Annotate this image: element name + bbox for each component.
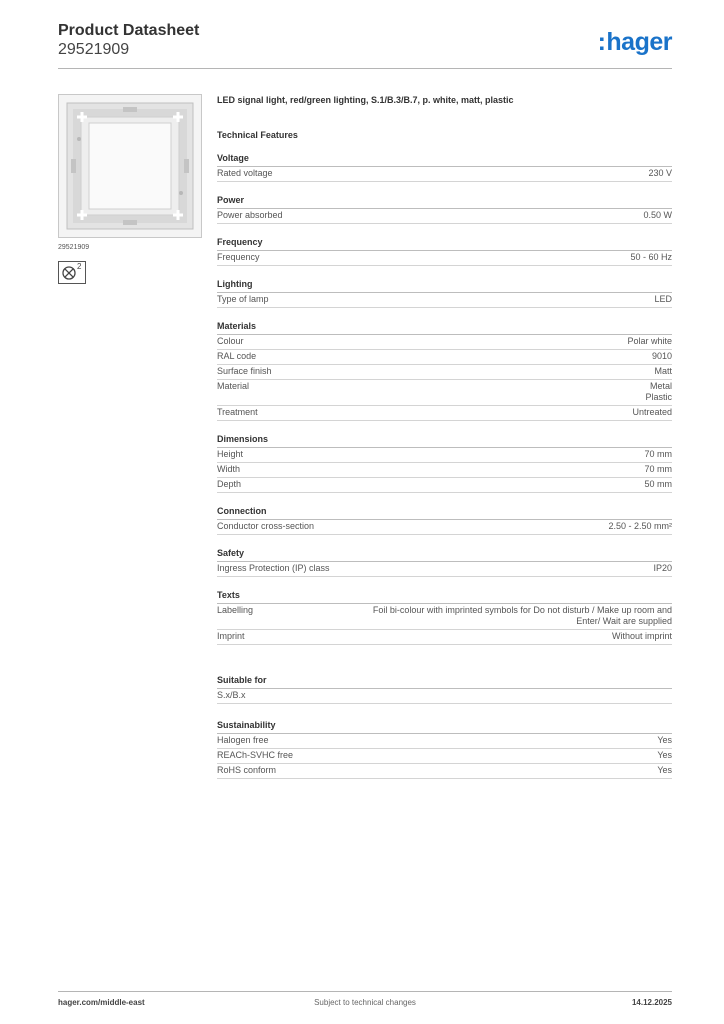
spec-label: Power absorbed bbox=[217, 210, 283, 220]
spec-label: Width bbox=[217, 464, 241, 474]
spec-label: Colour bbox=[217, 336, 244, 346]
section-materials bbox=[217, 321, 672, 421]
spec-value: 0.50 W bbox=[643, 210, 672, 220]
spec-label: Ingress Protection (IP) class bbox=[217, 563, 330, 573]
spec-row bbox=[217, 749, 672, 764]
spec-value: 50 mm bbox=[644, 479, 672, 489]
section-power bbox=[217, 195, 672, 224]
spec-row bbox=[217, 463, 672, 478]
spec-row bbox=[217, 630, 672, 645]
spec-row bbox=[217, 562, 672, 577]
section-title: Power bbox=[217, 195, 672, 209]
switch-frame-icon bbox=[59, 95, 201, 237]
spec-value: 70 mm bbox=[644, 464, 672, 474]
spec-content bbox=[217, 94, 672, 779]
spec-row bbox=[217, 209, 672, 224]
spec-value: Polar white bbox=[627, 336, 672, 346]
spec-row bbox=[217, 478, 672, 493]
spec-row bbox=[217, 293, 672, 308]
logo-dots-icon: : bbox=[597, 28, 606, 56]
spec-label: Labelling bbox=[217, 605, 254, 615]
symbol-superscript: 2 bbox=[77, 262, 82, 271]
spec-label: Imprint bbox=[217, 631, 245, 641]
spec-label: Depth bbox=[217, 479, 242, 489]
spec-value: Yes bbox=[657, 735, 672, 745]
spec-row bbox=[217, 350, 672, 365]
section-title: Sustainability bbox=[217, 720, 672, 734]
section-title: Suitable for bbox=[217, 675, 672, 689]
spec-label: S.x/B.x bbox=[217, 690, 246, 700]
spec-value: Untreated bbox=[632, 407, 672, 417]
header-divider bbox=[58, 68, 672, 69]
spec-row bbox=[217, 734, 672, 749]
product-id: 29521909 bbox=[58, 41, 130, 58]
spec-row bbox=[217, 689, 672, 704]
page-title: Product Datasheet bbox=[58, 22, 200, 39]
spec-label: Height bbox=[217, 449, 244, 459]
spec-label: Halogen free bbox=[217, 735, 269, 745]
section-title: Texts bbox=[217, 590, 672, 604]
section-connection bbox=[217, 506, 672, 535]
image-caption: 29521909 bbox=[58, 244, 90, 251]
product-image bbox=[58, 94, 202, 238]
spec-label: Conductor cross-section bbox=[217, 521, 315, 531]
spec-label: Material bbox=[217, 381, 250, 391]
footer-date: 14.12.2025 bbox=[631, 998, 672, 1007]
footer-website-link[interactable]: hager.com/middle-east bbox=[58, 998, 145, 1007]
spec-label: Frequency bbox=[217, 252, 260, 262]
section-safety bbox=[217, 548, 672, 577]
spec-row bbox=[217, 365, 672, 380]
spec-value: Without imprint bbox=[611, 631, 672, 641]
section-title: Connection bbox=[217, 506, 672, 520]
spec-value: Matt bbox=[654, 366, 672, 376]
spec-label: Surface finish bbox=[217, 366, 272, 376]
spec-row bbox=[217, 520, 672, 535]
technical-features-heading: Technical Features bbox=[217, 130, 298, 140]
section-suitable-for bbox=[217, 675, 672, 704]
spec-row bbox=[217, 167, 672, 182]
spec-row bbox=[217, 406, 672, 421]
section-sustainability bbox=[217, 720, 672, 779]
spec-label: Treatment bbox=[217, 407, 258, 417]
spec-value: 50 - 60 Hz bbox=[630, 252, 672, 262]
section-title: Frequency bbox=[217, 237, 672, 251]
symbol-box bbox=[58, 261, 86, 284]
spec-row bbox=[217, 604, 672, 630]
spec-row bbox=[217, 335, 672, 350]
spec-label: Type of lamp bbox=[217, 294, 269, 304]
spec-value: 230 V bbox=[648, 168, 672, 178]
section-lighting bbox=[217, 279, 672, 308]
spec-row bbox=[217, 251, 672, 266]
section-texts bbox=[217, 590, 672, 645]
spec-label: RAL code bbox=[217, 351, 257, 361]
spec-value: 9010 bbox=[651, 351, 672, 361]
section-voltage bbox=[217, 153, 672, 182]
hager-logo bbox=[598, 28, 672, 57]
spec-value: Metal Plastic bbox=[645, 381, 672, 402]
spec-row bbox=[217, 448, 672, 463]
section-frequency bbox=[217, 237, 672, 266]
spec-value: 70 mm bbox=[644, 449, 672, 459]
section-title: Materials bbox=[217, 321, 672, 335]
spec-value: Yes bbox=[657, 765, 672, 775]
spec-value: Foil bi-colour with imprinted symbols for Do not disturb / Make up room and Enter/ Wait are supplied bbox=[372, 605, 672, 626]
spec-label: REACh-SVHC free bbox=[217, 750, 294, 760]
spec-value: 2.50 - 2.50 mm² bbox=[608, 521, 672, 531]
logo-text: hager bbox=[606, 28, 672, 56]
footer-divider bbox=[58, 991, 672, 992]
spec-label: Rated voltage bbox=[217, 168, 273, 178]
section-dimensions bbox=[217, 434, 672, 493]
spec-row bbox=[217, 764, 672, 779]
spec-label: RoHS conform bbox=[217, 765, 277, 775]
spec-value: LED bbox=[654, 294, 672, 304]
section-title: Lighting bbox=[217, 279, 672, 293]
spec-value: Yes bbox=[657, 750, 672, 760]
footer-disclaimer: Subject to technical changes bbox=[314, 998, 416, 1007]
section-title: Dimensions bbox=[217, 434, 672, 448]
product-name: LED signal light, red/green lighting, S.1/B.3/B.7, p. white, matt, plastic bbox=[217, 95, 514, 105]
section-title: Safety bbox=[217, 548, 672, 562]
section-title: Voltage bbox=[217, 153, 672, 167]
spec-value: IP20 bbox=[653, 563, 672, 573]
page-header bbox=[58, 22, 199, 59]
spec-row bbox=[217, 380, 672, 406]
